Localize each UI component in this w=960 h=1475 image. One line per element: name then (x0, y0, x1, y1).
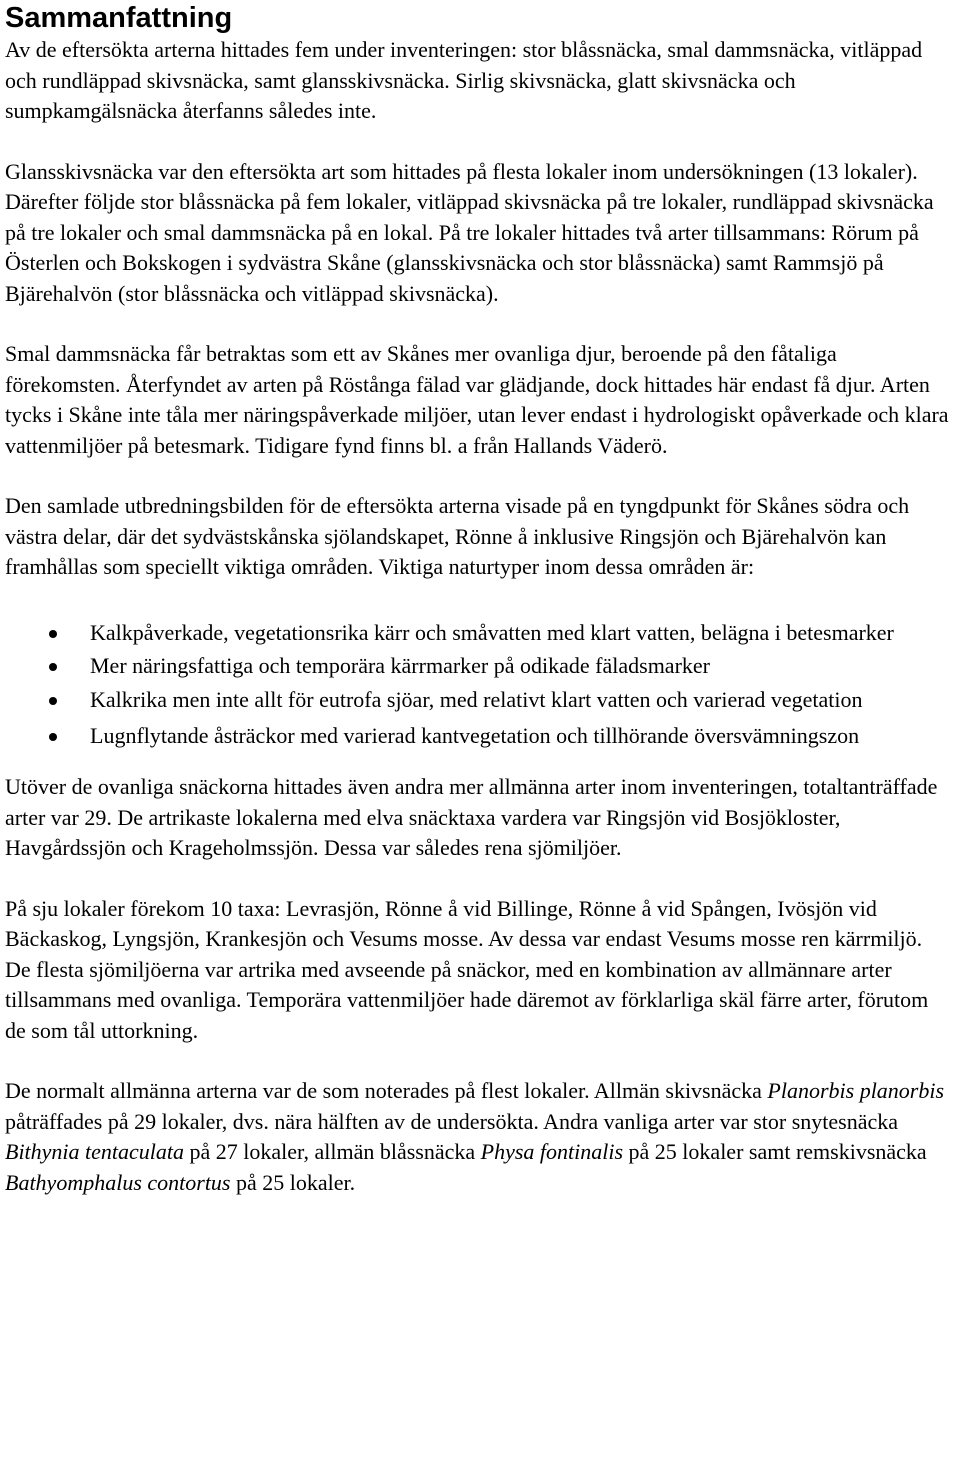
bullet-icon (49, 697, 57, 705)
species-name: Planorbis planorbis (767, 1078, 945, 1103)
list-item (5, 718, 950, 754)
text-run: på 27 lokaler, allmän blåssnäcka (184, 1139, 481, 1164)
bullet-icon (49, 630, 57, 638)
paragraph-locality-counts: Glansskivsnäcka var den eftersökta art som hittades på flesta lokaler inom undersökningen (13 lokaler). Därefter följde stor blåssnäcka på fem lokaler, vitläppad skivsnäcka på tre lokaler, rundläppad skivsnäcka på tre lokaler och smal dammsnäcka på en lokal. På tre lokaler hittades två arter tillsammans: Rörum på Österlen och Bokskogen i sydvästra Skåne (glansskivsnäcka och stor blåssnäcka) samt Rammsjö på Bjärehalvön (stor blåssnäcka och vitläppad skivsnäcka). (5, 158, 934, 306)
paragraph-distribution: Den samlade utbredningsbilden för de eftersökta arterna visade på en tyngdpunkt för Skånes södra och västra delar, där det sydvästskånska sjölandskapet, Rönne å inklusive Ringsjön och Bjärehalvön kan framhållas som speciellt viktiga områden. Viktiga naturtyper inom dessa områden är: (5, 493, 910, 579)
list-item (5, 618, 950, 649)
text-run: på 25 lokaler. (230, 1169, 356, 1195)
list-item-text: Kalkrika men inte allt för eutrofa sjöar, med relativt klart vatten och varierad vegetation (90, 686, 863, 712)
paragraph-common-species (5, 1076, 950, 1198)
text-run: De normalt allmänna arterna var de som noterades på flest lokaler. Allmän skivsnäcka (5, 1078, 768, 1103)
list-item (5, 651, 950, 682)
paragraph-ten-taxa: På sju lokaler förekom 10 taxa: Levrasjön, Rönne å vid Billinge, Rönne å vid Spången, Ivösjön vid Bäckaskog, Lyngsjön, Krankesjön och Vesums mosse. Av dessa var endast Vesums mosse ren kärrmiljö. De flesta sjömiljöerna var artrika med avseende på snäckor, med en kombination av allmännare arter tillsammans med ovanliga. Temporära vattenmiljöer hade däremot av förklarliga skäl färre arter, förutom de som tål uttorkning. (5, 895, 929, 1043)
paragraph-other-species: Utöver de ovanliga snäckorna hittades även andra mer allmänna arter inom inventeringen, totaltanträffade arter var 29. De artrikaste lokalerna med elva snäcktaxa vardera var Ringsjön vid Bosjökloster, Havgårdssjön och Krageholmssjön. Dessa var således rena sjömiljöer. (5, 774, 938, 860)
paragraph-found-species: Av de eftersökta arterna hittades fem under inventeringen: stor blåssnäcka, smal dammsnäcka, vitläppad och rundläppad skivsnäcka, samt glansskivsnäcka. Sirlig skivsnäcka, glatt skivsnäcka och sumpkamgälsnäcka återfanns således inte. (5, 37, 923, 123)
list-item-text: Mer näringsfattiga och temporära kärrmarker på odikade fäladsmarker (90, 653, 710, 678)
bullet-icon (49, 663, 57, 671)
page-title: Sammanfattning (5, 2, 233, 34)
text-run: påträffades på 29 lokaler, dvs. nära hälften av de undersökta. Andra vanliga arter var stor snytesnäcka (5, 1108, 899, 1134)
habitat-list (5, 618, 950, 755)
list-item-text: Kalkpåverkade, vegetationsrika kärr och småvatten med klart vatten, belägna i betesmarker (90, 619, 894, 645)
list-item-text: Lugnflytande åsträckor med varierad kantvegetation och tillhörande översvämningszon (90, 723, 860, 748)
species-name: Bithynia tentaculata (5, 1139, 185, 1164)
species-name: Physa fontinalis (480, 1139, 624, 1164)
species-name: Bathyomphalus contortus (5, 1169, 231, 1195)
paragraph-smal-dammsnacka: Smal dammsnäcka får betraktas som ett av Skånes mer ovanliga djur, beroende på den fåtaliga förekomsten. Återfyndet av arten på Röstånga fälad var glädjande, dock hittades här endast få djur. Arten tycks i Skåne inte tåla mer näringspåverkade miljöer, utan lever endast i hydrologiskt opåverkade och klara vattenmiljöer på betesmark. Tidigare fynd finns bl. a från Hallands Väderö. (5, 341, 949, 458)
bullet-icon (49, 733, 57, 741)
text-run: på 25 lokaler samt remskivsnäcka (623, 1139, 927, 1164)
list-item (5, 685, 950, 716)
